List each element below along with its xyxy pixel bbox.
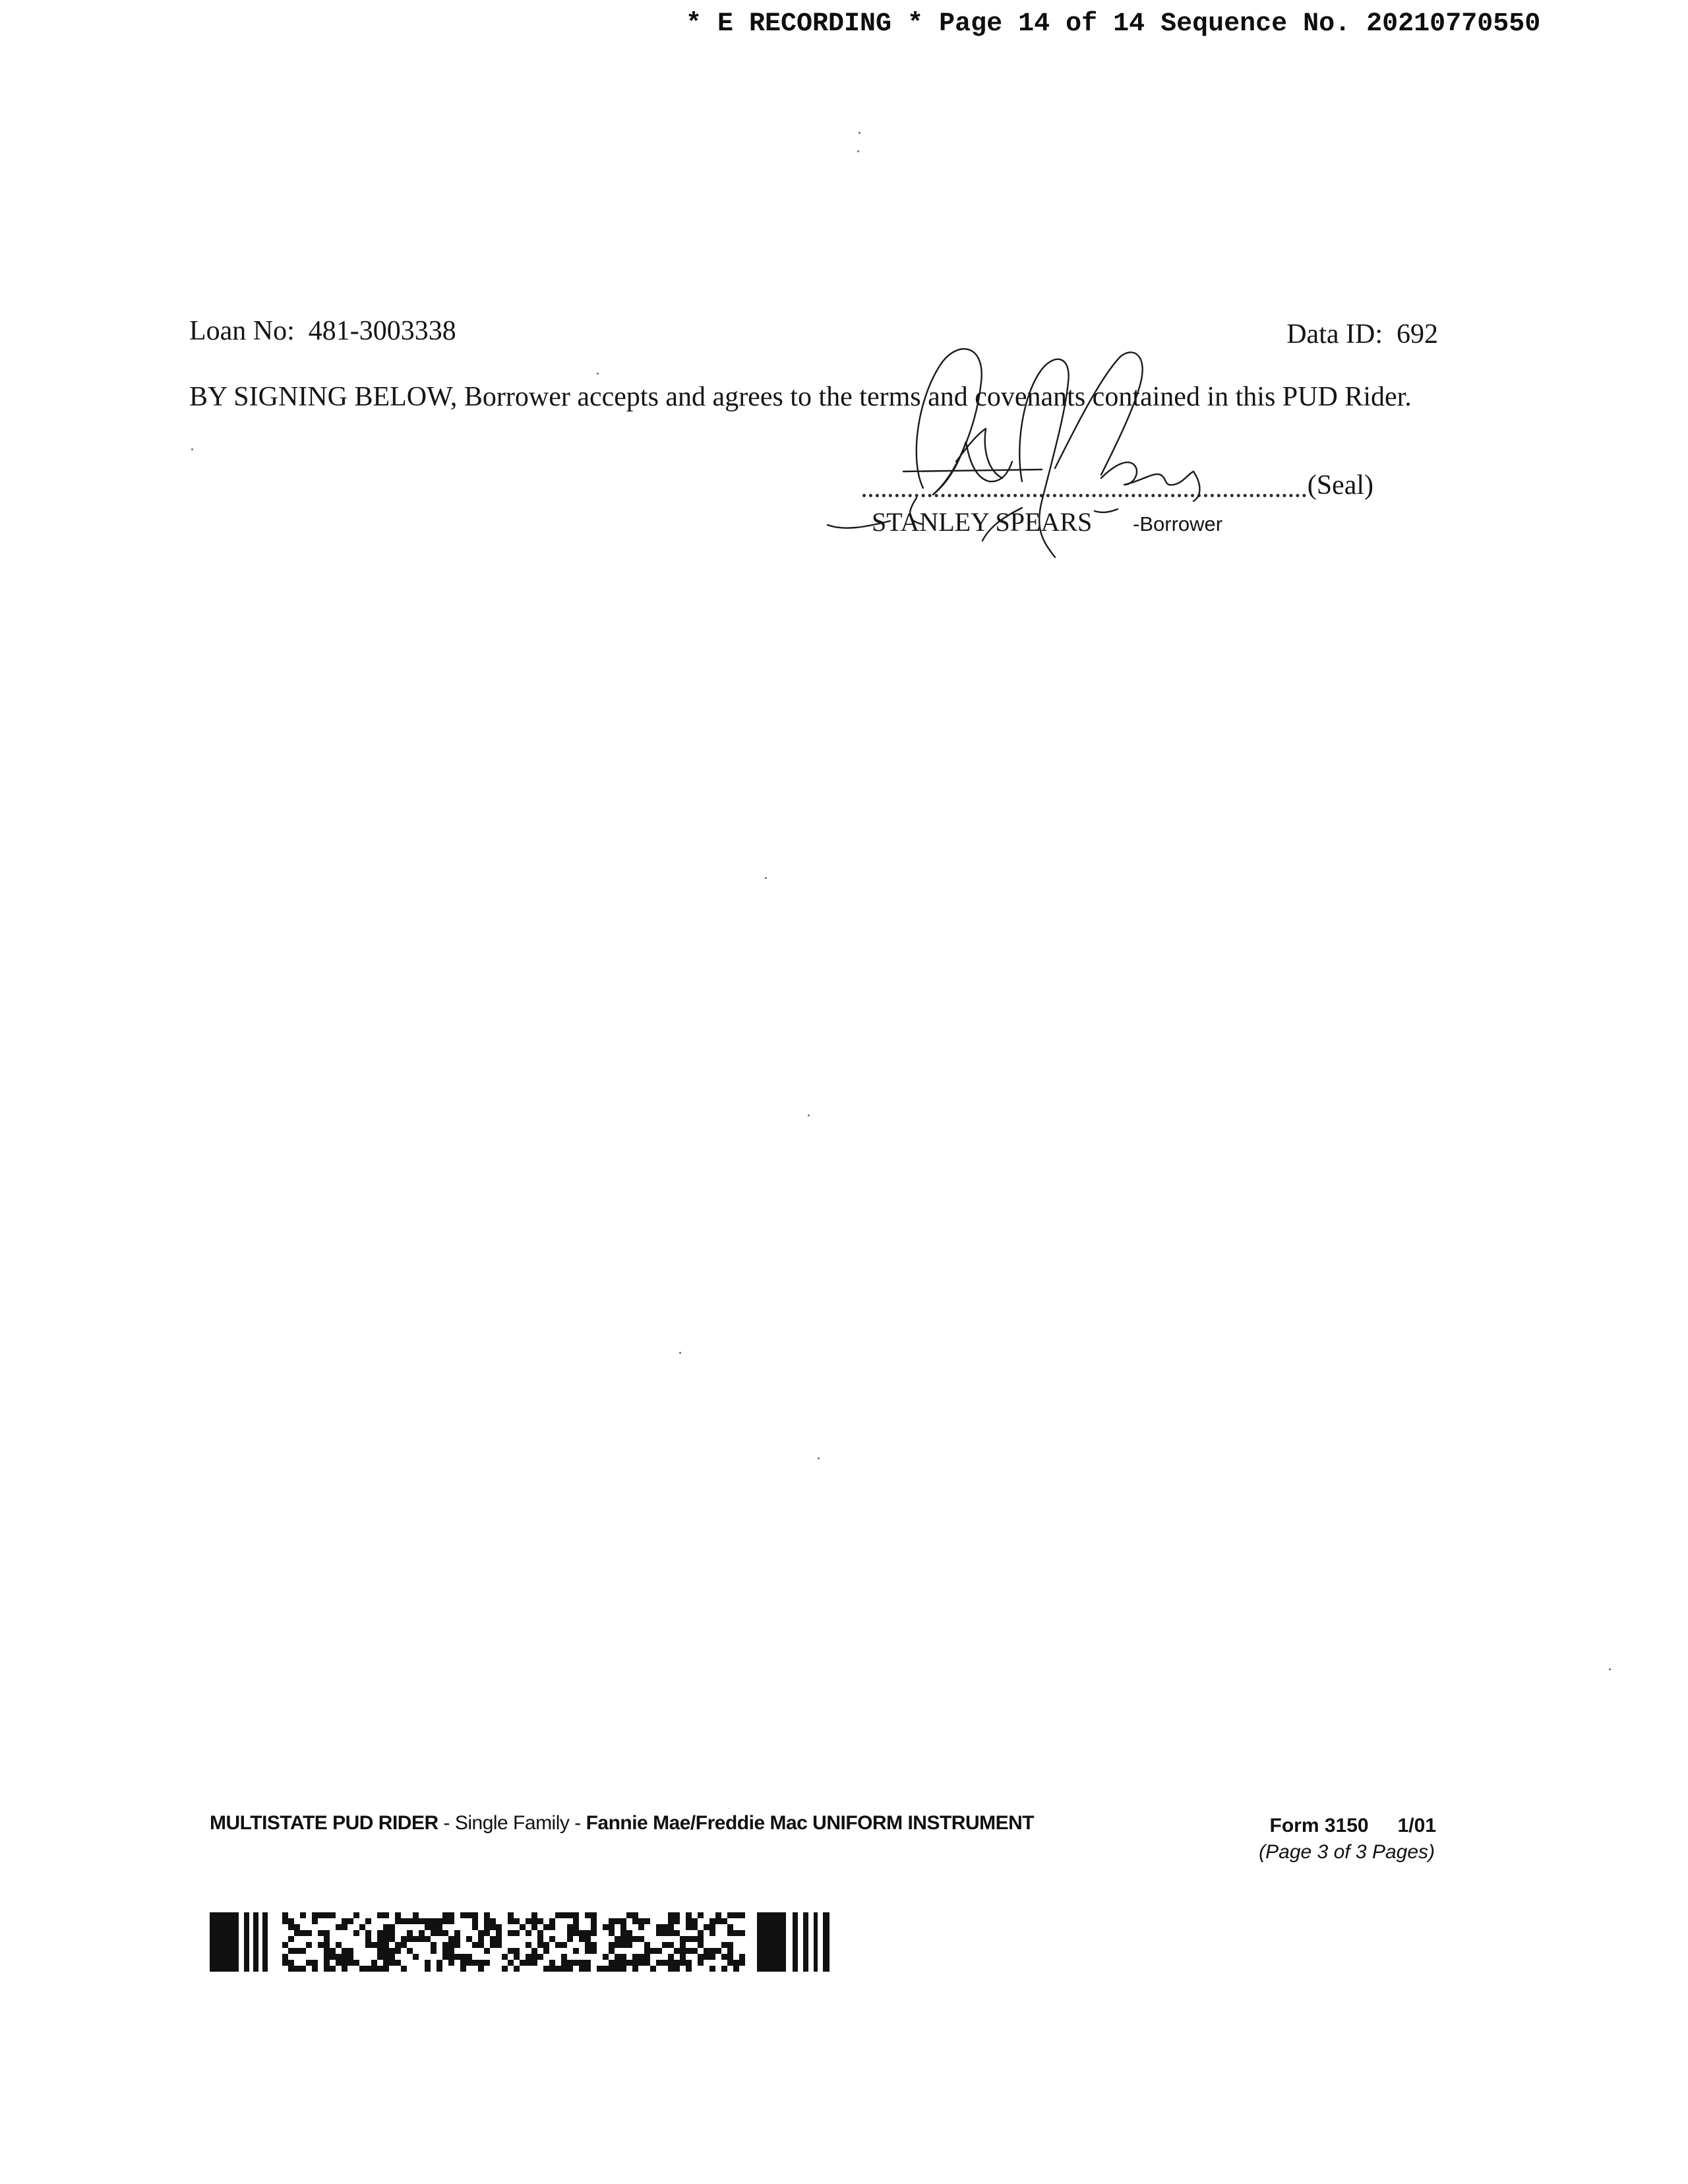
seal-label: (Seal) [1307,470,1373,501]
signer-role: -Borrower [1133,512,1223,535]
signature-line [855,470,1373,501]
data-id-line [1286,318,1438,350]
loan-number-label: Loan No: [189,316,295,346]
recording-header: * E RECORDING * Page 14 of 14 Sequence No. 20210770550 [686,9,1541,39]
loan-number-line [189,315,456,347]
data-id-value: 692 [1397,319,1438,349]
footer-title-main: MULTISTATE PUD RIDER [210,1812,438,1834]
signature-dotted-rule [862,494,1306,497]
footer-form-title [210,1812,1034,1835]
footer-title-sub: Single Family [454,1812,570,1834]
form-number: Form 3150 [1269,1815,1369,1836]
footer-page-count: (Page 3 of 3 Pages) [1259,1841,1435,1863]
footer-title-instrument: Fannie Mae/Freddie Mac UNIFORM INSTRUMENT [586,1812,1035,1834]
borrower-acceptance-statement: BY SIGNING BELOW, Borrower accepts and agrees to the terms and covenants contained in this PUD Rider. [189,382,1412,412]
footer-form-number [1270,1815,1436,1837]
loan-number-value: 481-3003338 [308,316,456,346]
form-date: 1/01 [1397,1815,1436,1836]
footer-title-separator: - [438,1812,455,1834]
data-id-label: Data ID: [1286,319,1383,349]
footer-title-separator: - [569,1812,586,1834]
document-barcode [210,1912,873,1972]
signer-name: STANLEY SPEARS [872,507,1093,537]
